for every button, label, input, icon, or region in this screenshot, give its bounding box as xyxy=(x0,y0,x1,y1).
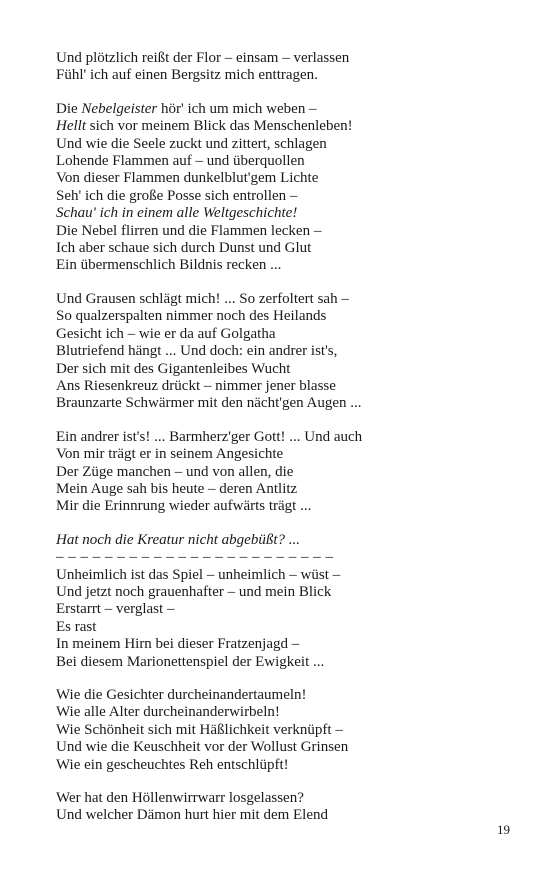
line-text: sich vor meinem Blick das Menschenleben! xyxy=(86,118,353,135)
poem-line: Der Züge manchen – und von allen, die xyxy=(56,463,294,480)
poem-line: Von mir trägt er in seinem Angesichte xyxy=(56,446,284,463)
italic-word: Nebelgeister xyxy=(81,100,158,117)
stanza xyxy=(56,291,526,413)
poem-page xyxy=(56,50,526,841)
stanza xyxy=(56,101,526,275)
italic-word: Hellt xyxy=(56,118,86,135)
poem-line: Schau' ich in einem alle Weltgeschichte! xyxy=(56,205,298,222)
poem-line: Und wie die Keuschheit vor der Wollust Grinsen xyxy=(56,739,349,756)
poem-line: Wie Schönheit sich mit Häßlichkeit verknüpft – xyxy=(56,721,343,738)
poem-line: Fühl' ich auf einen Bergsitz mich enttragen. xyxy=(56,67,318,84)
poem-line: Blutriefend hängt ... Und doch: ein andrer ist's, xyxy=(56,343,338,360)
poem-line: Und plötzlich reißt der Flor – einsam – verlassen xyxy=(56,50,350,66)
stanza xyxy=(56,687,526,774)
poem-line: Ein übermenschlich Bildnis recken ... xyxy=(56,257,282,274)
line-text: hör' ich um mich weben – xyxy=(157,100,317,117)
poem-line: Ich aber schaue sich durch Dunst und Glut xyxy=(56,240,312,257)
poem-line: Wie ein gescheuchtes Reh entschlüpft! xyxy=(56,756,289,773)
poem-line: Mir die Erinnrung wieder aufwärts trägt ... xyxy=(56,498,312,515)
poem-line: Erstarrt – verglast – xyxy=(56,601,175,618)
poem-line: Es rast xyxy=(56,618,97,635)
poem-line: Lohende Flammen auf – und überquollen xyxy=(56,153,305,170)
poem-line xyxy=(56,101,526,118)
line-text: Die xyxy=(56,100,82,117)
poem-line: Und welcher Dämon hurt hier mit dem Elend xyxy=(56,807,329,824)
poem-line: Der sich mit des Gigantenleibes Wucht xyxy=(56,360,291,377)
poem-line: Wer hat den Höllenwirrwarr losgelassen? xyxy=(56,790,304,807)
poem-line: So qualzerspalten nimmer noch des Heilands xyxy=(56,308,327,325)
page-number: 19 xyxy=(497,822,510,837)
poem-line: Bei diesem Marionettenspiel der Ewigkeit ... xyxy=(56,653,325,670)
stanza xyxy=(56,429,526,516)
poem-line: Wie die Gesichter durcheinandertaumeln! xyxy=(56,687,307,703)
poem-line xyxy=(56,118,526,135)
poem-line: Mein Auge sah bis heute – deren Antlitz xyxy=(56,480,298,497)
poem-line: Braunzarte Schwärmer mit den nächt'gen Augen ... xyxy=(56,395,362,412)
poem-line: Und wie die Seele zuckt und zittert, schlagen xyxy=(56,135,327,152)
stanza xyxy=(56,790,526,825)
dash-separator-line: – – – – – – – – – – – – – – – – – – – – – – – xyxy=(56,549,334,566)
poem-line: Die Nebel flirren und die Flammen lecken – xyxy=(56,222,322,239)
stanza xyxy=(56,50,526,85)
poem-line: In meinem Hirn bei dieser Fratzenjagd – xyxy=(56,636,300,653)
poem-line: Unheimlich ist das Spiel – unheimlich – wüst – xyxy=(56,566,341,583)
poem-line: Ein andrer ist's! ... Barmherz'ger Gott! ... Und auch xyxy=(56,428,363,445)
stanza xyxy=(56,532,526,671)
poem-line: Seh' ich die große Posse sich entrollen – xyxy=(56,187,298,204)
poem-line: Von dieser Flammen dunkelblut'gem Lichte xyxy=(56,170,319,187)
poem-line: Ans Riesenkreuz drückt – nimmer jener blasse xyxy=(56,377,336,394)
poem-line: Und jetzt noch grauenhafter – und mein Blick xyxy=(56,583,332,600)
poem-line: Und Grausen schlägt mich! ... So zerfoltert sah – xyxy=(56,290,349,307)
poem-line: Hat noch die Kreatur nicht abgebüßt? ... xyxy=(56,531,300,548)
poem-line: Gesicht ich – wie er da auf Golgatha xyxy=(56,325,276,342)
poem-line: Wie alle Alter durcheinanderwirbeln! xyxy=(56,704,280,721)
